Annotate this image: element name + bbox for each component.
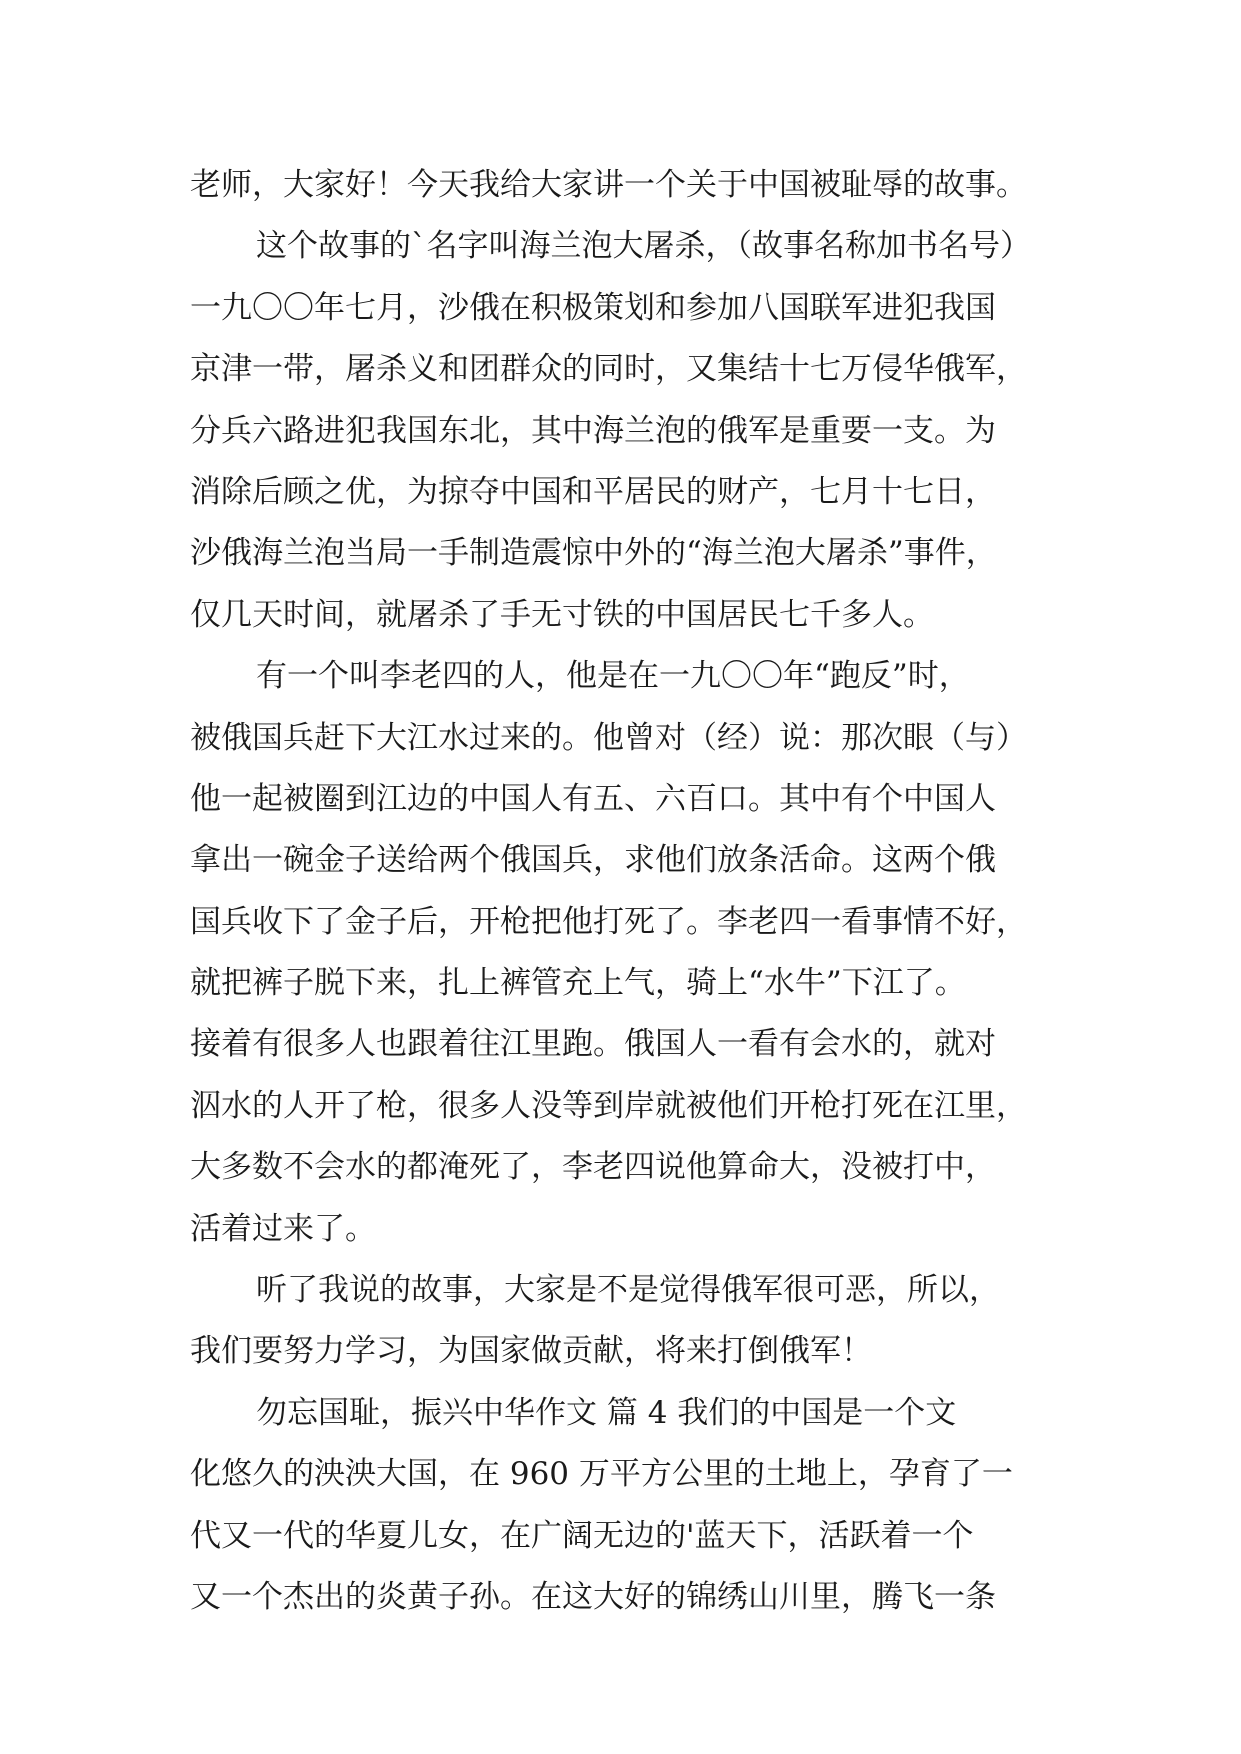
text-line: 老师，大家好！今天我给大家讲一个关于中国被耻辱的故事。 [190,167,1027,203]
document-body [190,155,1090,1628]
text-line: 这个故事的`名字叫海兰泡大屠杀，（故事名称加书名号） [256,228,1031,265]
text-line: 代又一代的华夏儿女，在广阔无边的'蓝天下，活跃着一个 [190,1517,974,1554]
text-line: 勿忘国耻，振兴中华作文 篇 4 我们的中国是一个文 [256,1394,957,1431]
text-line: 仅几天时间，就屠杀了手无寸铁的中国居民七千多人。 [190,596,934,633]
text-line: 听了我说的故事，大家是不是觉得俄军很可恶，所以， [256,1272,1000,1309]
text-line: 泅水的人开了枪，很多人没等到岸就被他们开枪打死在江里， [190,1087,1027,1124]
text-line: 大多数不会水的都淹死了，李老四说他算命大，没被打中， [190,1149,996,1186]
text-line: 我们要努力学习，为国家做贡献，将来打倒俄军！ [190,1333,872,1370]
text-line: 化悠久的泱泱大国，在 960 万平方公里的土地上，孕育了一 [190,1456,1013,1493]
text-line: 拿出一碗金子送给两个俄国兵，求他们放条活命。这两个俄 [190,842,996,879]
text-line: 沙俄海兰泡当局一手制造震惊中外的“海兰泡大屠杀”事件， [190,535,997,572]
text-line: 消除后顾之优，为掠夺中国和平居民的财产，七月十七日， [190,473,996,510]
text-line: 京津一带，屠杀义和团群众的同时，又集结十七万侵华俄军， [190,351,1027,388]
text-line: 又一个杰出的炎黄子孙。在这大好的锦绣山川里，腾飞一条 [190,1578,996,1615]
text-line: 一九〇〇年七月，沙俄在积极策划和参加八国联军进犯我国 [190,289,996,326]
text-line: 分兵六路进犯我国东北，其中海兰泡的俄军是重要一支。为 [190,412,996,449]
text-line: 国兵收下了金子后，开枪把他打死了。李老四一看事情不好， [190,903,1027,940]
text-line: 被俄国兵赶下大江水过来的。他曾对（经）说：那次眼（与） [190,719,1027,756]
text-line: 有一个叫李老四的人，他是在一九〇〇年“跑反”时， [256,658,970,695]
text-line: 活着过来了。 [190,1210,376,1247]
text-line: 接着有很多人也跟着往江里跑。俄国人一看有会水的，就对 [190,1026,996,1063]
text-line: 他一起被圈到江边的中国人有五、六百口。其中有个中国人 [190,780,996,817]
text-line: 就把裤子脱下来，扎上裤管充上气，骑上“水牛”下江了。 [190,965,966,1002]
